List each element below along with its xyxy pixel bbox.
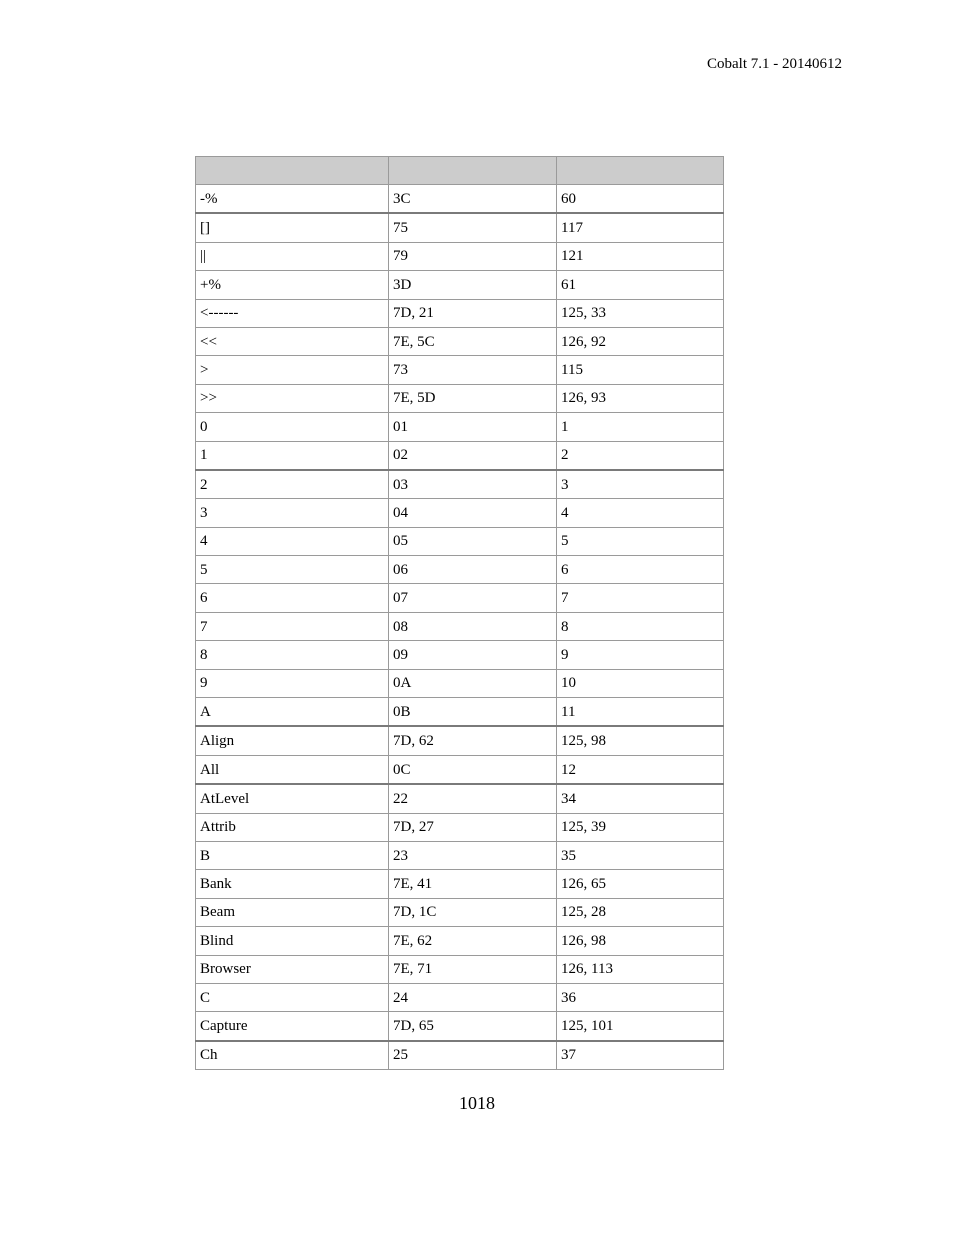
cell-hex-code: 7E, 41 <box>389 870 557 898</box>
cell-hex-code: 02 <box>389 441 557 470</box>
cell-key-name: <------ <box>196 299 389 327</box>
table-row <box>196 299 724 327</box>
cell-key-name: || <box>196 242 389 270</box>
cell-key-name: 1 <box>196 441 389 470</box>
page-number: 1018 <box>459 1093 495 1113</box>
cell-key-name: Capture <box>196 1012 389 1041</box>
table-row <box>196 870 724 898</box>
cell-decimal-code: 126, 113 <box>557 955 724 983</box>
cell-hex-code: 7E, 71 <box>389 955 557 983</box>
cell-hex-code: 3C <box>389 185 557 214</box>
cell-decimal-code: 8 <box>557 612 724 640</box>
cell-key-name: 0 <box>196 413 389 441</box>
cell-key-name: All <box>196 755 389 784</box>
table-row <box>196 841 724 869</box>
table-row <box>196 556 724 584</box>
table-row <box>196 669 724 697</box>
cell-key-name: >> <box>196 384 389 412</box>
cell-hex-code: 01 <box>389 413 557 441</box>
cell-key-name: Browser <box>196 955 389 983</box>
table-row <box>196 1041 724 1070</box>
cell-key-name: C <box>196 983 389 1011</box>
cell-hex-code: 22 <box>389 784 557 813</box>
cell-decimal-code: 12 <box>557 755 724 784</box>
cell-key-name: Bank <box>196 870 389 898</box>
cell-hex-code: 73 <box>389 356 557 384</box>
cell-key-name: Beam <box>196 898 389 926</box>
table-row <box>196 470 724 499</box>
cell-hex-code: 3D <box>389 271 557 299</box>
table-row <box>196 612 724 640</box>
header-cell-key <box>196 157 389 185</box>
table-row <box>196 983 724 1011</box>
cell-decimal-code: 37 <box>557 1041 724 1070</box>
cell-key-name: A <box>196 698 389 727</box>
table-row <box>196 441 724 470</box>
header-cell-decimal <box>557 157 724 185</box>
table-row <box>196 413 724 441</box>
key-code-table <box>195 156 724 1070</box>
cell-key-name: AtLevel <box>196 784 389 813</box>
cell-decimal-code: 2 <box>557 441 724 470</box>
cell-hex-code: 23 <box>389 841 557 869</box>
table-row <box>196 527 724 555</box>
cell-hex-code: 7D, 1C <box>389 898 557 926</box>
cell-key-name: -% <box>196 185 389 214</box>
cell-decimal-code: 61 <box>557 271 724 299</box>
cell-key-name: 8 <box>196 641 389 669</box>
table-header-row <box>196 157 724 185</box>
cell-hex-code: 06 <box>389 556 557 584</box>
cell-decimal-code: 121 <box>557 242 724 270</box>
table-row <box>196 641 724 669</box>
cell-decimal-code: 5 <box>557 527 724 555</box>
cell-decimal-code: 125, 98 <box>557 726 724 755</box>
cell-hex-code: 09 <box>389 641 557 669</box>
cell-key-name: 4 <box>196 527 389 555</box>
cell-hex-code: 7E, 62 <box>389 927 557 955</box>
cell-key-name: Align <box>196 726 389 755</box>
cell-decimal-code: 125, 101 <box>557 1012 724 1041</box>
cell-key-name: 9 <box>196 669 389 697</box>
cell-hex-code: 0C <box>389 755 557 784</box>
cell-hex-code: 7D, 27 <box>389 813 557 841</box>
cell-hex-code: 7D, 65 <box>389 1012 557 1041</box>
cell-hex-code: 0B <box>389 698 557 727</box>
table-row <box>196 955 724 983</box>
document-version-header: Cobalt 7.1 - 20140612 <box>707 56 842 72</box>
cell-decimal-code: 126, 65 <box>557 870 724 898</box>
table-row <box>196 213 724 242</box>
cell-key-name: Ch <box>196 1041 389 1070</box>
cell-hex-code: 24 <box>389 983 557 1011</box>
cell-key-name: B <box>196 841 389 869</box>
table-row <box>196 784 724 813</box>
table-row <box>196 898 724 926</box>
cell-hex-code: 25 <box>389 1041 557 1070</box>
table-row <box>196 327 724 355</box>
cell-decimal-code: 7 <box>557 584 724 612</box>
cell-key-name: Attrib <box>196 813 389 841</box>
table-row <box>196 584 724 612</box>
cell-key-name: Blind <box>196 927 389 955</box>
cell-decimal-code: 1 <box>557 413 724 441</box>
cell-decimal-code: 11 <box>557 698 724 727</box>
table-body <box>196 185 724 1070</box>
cell-hex-code: 7D, 62 <box>389 726 557 755</box>
table-row <box>196 927 724 955</box>
cell-decimal-code: 35 <box>557 841 724 869</box>
cell-hex-code: 03 <box>389 470 557 499</box>
cell-decimal-code: 126, 93 <box>557 384 724 412</box>
cell-decimal-code: 36 <box>557 983 724 1011</box>
cell-hex-code: 08 <box>389 612 557 640</box>
table-row <box>196 499 724 527</box>
cell-hex-code: 7D, 21 <box>389 299 557 327</box>
table-row <box>196 813 724 841</box>
cell-key-name: +% <box>196 271 389 299</box>
cell-hex-code: 04 <box>389 499 557 527</box>
cell-key-name: [] <box>196 213 389 242</box>
cell-hex-code: 07 <box>389 584 557 612</box>
table-row <box>196 384 724 412</box>
table-row <box>196 755 724 784</box>
cell-decimal-code: 4 <box>557 499 724 527</box>
table-row <box>196 185 724 214</box>
table-row <box>196 242 724 270</box>
cell-decimal-code: 126, 92 <box>557 327 724 355</box>
cell-decimal-code: 115 <box>557 356 724 384</box>
cell-decimal-code: 9 <box>557 641 724 669</box>
table-row <box>196 271 724 299</box>
cell-key-name: 5 <box>196 556 389 584</box>
cell-hex-code: 05 <box>389 527 557 555</box>
cell-key-name: 7 <box>196 612 389 640</box>
cell-hex-code: 79 <box>389 242 557 270</box>
cell-decimal-code: 125, 33 <box>557 299 724 327</box>
table-row <box>196 698 724 727</box>
cell-hex-code: 75 <box>389 213 557 242</box>
cell-key-name: << <box>196 327 389 355</box>
table-row <box>196 356 724 384</box>
cell-decimal-code: 125, 28 <box>557 898 724 926</box>
cell-hex-code: 7E, 5D <box>389 384 557 412</box>
cell-key-name: 6 <box>196 584 389 612</box>
cell-decimal-code: 34 <box>557 784 724 813</box>
cell-key-name: 2 <box>196 470 389 499</box>
cell-decimal-code: 3 <box>557 470 724 499</box>
cell-decimal-code: 125, 39 <box>557 813 724 841</box>
cell-decimal-code: 126, 98 <box>557 927 724 955</box>
cell-decimal-code: 10 <box>557 669 724 697</box>
cell-key-name: > <box>196 356 389 384</box>
cell-key-name: 3 <box>196 499 389 527</box>
cell-decimal-code: 117 <box>557 213 724 242</box>
cell-hex-code: 7E, 5C <box>389 327 557 355</box>
table-row <box>196 726 724 755</box>
cell-decimal-code: 6 <box>557 556 724 584</box>
cell-hex-code: 0A <box>389 669 557 697</box>
cell-decimal-code: 60 <box>557 185 724 214</box>
header-cell-hex <box>389 157 557 185</box>
table-row <box>196 1012 724 1041</box>
